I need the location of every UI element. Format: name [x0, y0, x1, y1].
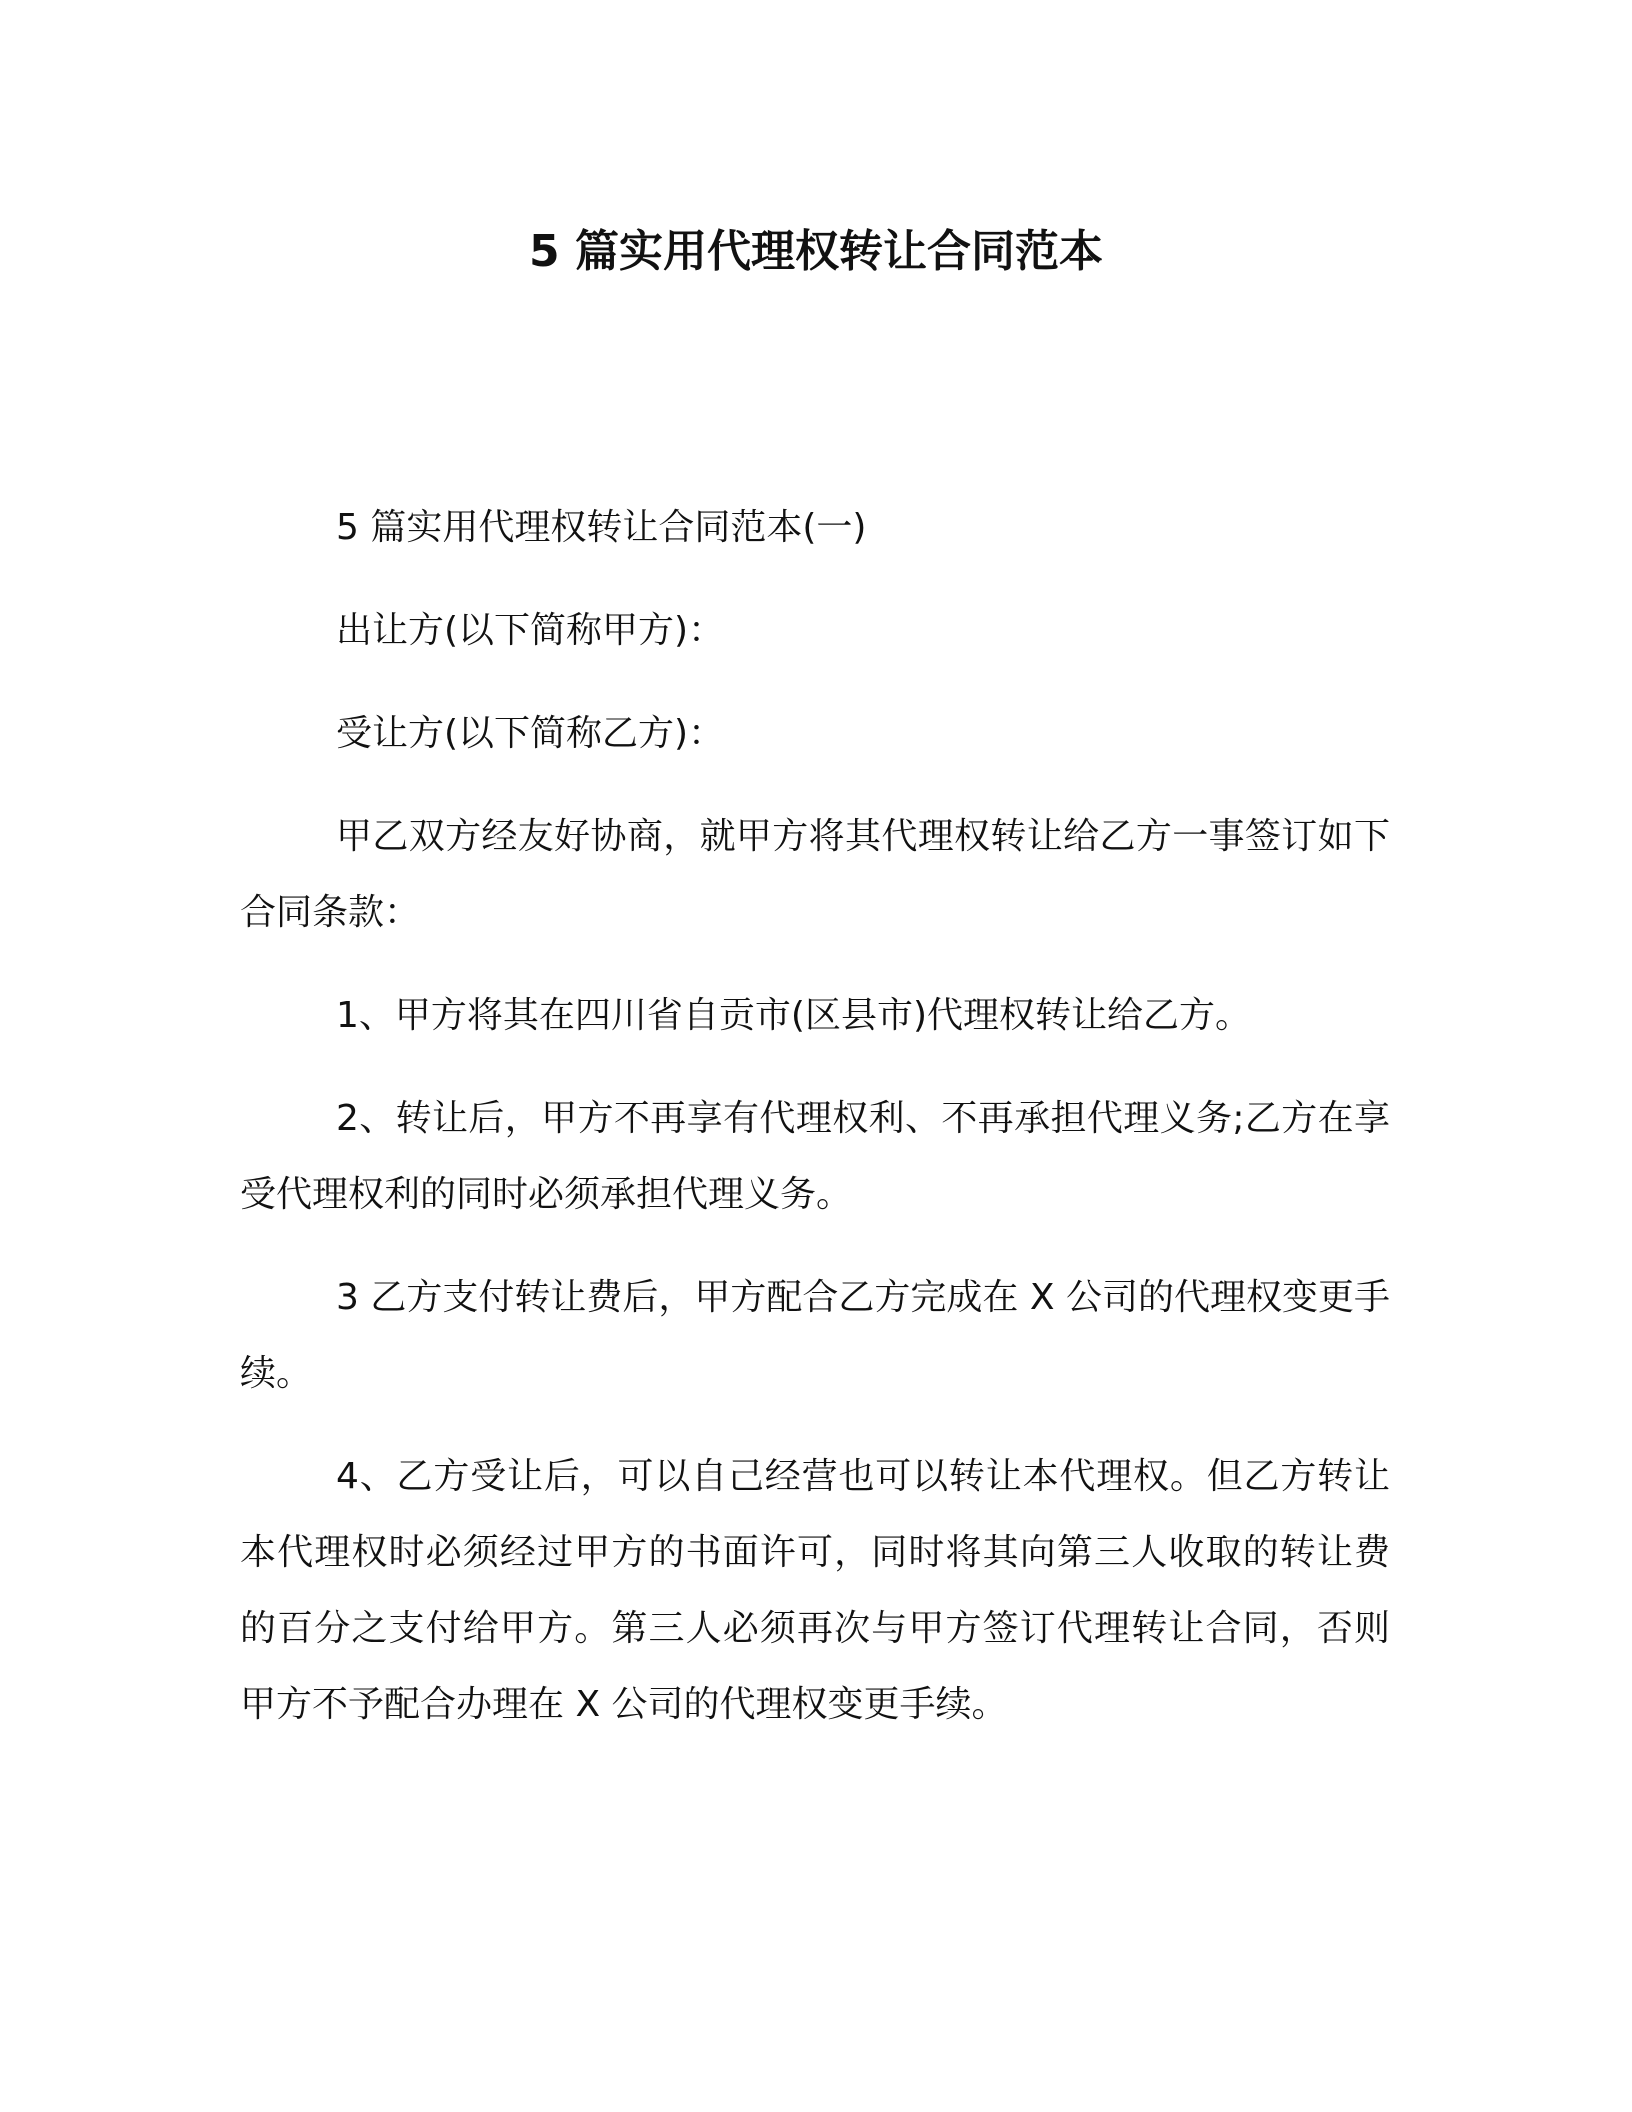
party-b-line: 受让方(以下简称乙方)：: [336, 713, 725, 754]
clause-4: 4、乙方受让后，可以自己经营也可以转让本代理权。但乙方转让本代理权时必须经过甲方的书面许可，同时将其向第三人收取的转让费的百分之支付给甲方。第三人必须再次与甲方签订代理转让合同，否则甲方不予配合办理在 X 公司的代理权变更手续。: [240, 1456, 1390, 1725]
party-a-line: 出让方(以下简称甲方)：: [336, 610, 725, 651]
clause-3: 3 乙方支付转让费后，甲方配合乙方完成在 X 公司的代理权变更手续。: [240, 1277, 1390, 1394]
clause-2: 2、转让后，甲方不再享有代理权利、不再承担代理义务;乙方在享受代理权利的同时必须承担代理义务。: [240, 1098, 1390, 1215]
document-body: [240, 490, 1390, 1770]
clause-1: 1、甲方将其在四川省自贡市(区县市)代理权转让给乙方。: [336, 995, 1251, 1036]
preamble-paragraph: 甲乙双方经友好协商，就甲方将其代理权转让给乙方一事签订如下合同条款：: [240, 816, 1390, 933]
document-title: 5 篇实用代理权转让合同范本: [529, 226, 1103, 277]
section-heading: 5 篇实用代理权转让合同范本(一): [336, 507, 867, 548]
